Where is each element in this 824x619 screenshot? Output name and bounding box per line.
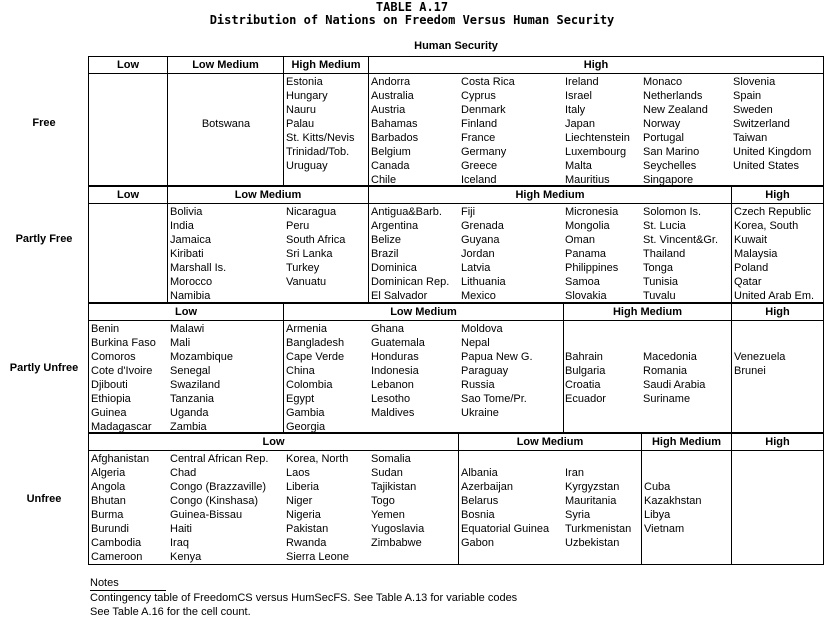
- header-low: Low: [89, 57, 168, 73]
- country-entry: Saudi Arabia: [643, 379, 706, 391]
- divider: [458, 451, 459, 564]
- country-entry: Barbados: [371, 132, 419, 144]
- country-entry: St. Vincent&Gr.: [643, 234, 719, 246]
- country-entry: Bahrain: [565, 351, 603, 363]
- country-entry: Tajikistan: [371, 481, 417, 493]
- notes-line: Contingency table of FreedomCS versus HumSecFS. See Table A.13 for variable codes: [90, 592, 518, 604]
- country-entry: Germany: [461, 146, 507, 158]
- country-entry: Bosnia: [461, 509, 495, 521]
- panel-free: [88, 56, 824, 186]
- country-entry: Ecuador: [565, 393, 606, 405]
- country-entry: Netherlands: [643, 90, 703, 102]
- cell-free-high-col2: [461, 75, 515, 187]
- header-low-medium: Low Medium: [459, 434, 642, 450]
- country-entry: Indonesia: [371, 365, 419, 377]
- country-entry: Oman: [565, 234, 595, 246]
- country-entry: Suriname: [643, 393, 691, 405]
- cell-unfree-low-medium-col1: [461, 466, 549, 550]
- country-entry: Colombia: [286, 379, 333, 391]
- country-entry: Venezuela: [734, 351, 786, 363]
- header-row-partly-free: [89, 187, 823, 204]
- country-entry: Bolivia: [170, 206, 203, 218]
- country-entry: Yugoslavia: [371, 523, 425, 535]
- divider: [368, 204, 369, 302]
- country-entry: India: [170, 220, 194, 232]
- country-entry: Malawi: [170, 323, 205, 335]
- country-entry: Jamaica: [170, 234, 211, 246]
- country-entry: Zimbabwe: [371, 537, 422, 549]
- country-entry: Liberia: [286, 481, 320, 493]
- country-entry: Norway: [643, 118, 681, 130]
- cell-partly-unfree-high-medium-col2: [643, 350, 705, 406]
- country-entry: Samoa: [565, 276, 600, 288]
- divider: [731, 204, 732, 302]
- header-row-free: [89, 57, 823, 74]
- country-entry: Lebanon: [371, 379, 414, 391]
- country-entry: Macedonia: [643, 351, 697, 363]
- country-entry: Seychelles: [643, 160, 697, 172]
- country-entry: Madagascar: [91, 421, 152, 433]
- header-high-medium: High Medium: [284, 57, 369, 73]
- header-high: High: [765, 306, 790, 318]
- country-entry: Pakistan: [286, 523, 329, 535]
- row-label-partly-free: Partly Free: [15, 233, 73, 245]
- country-entry: United Kingdom: [733, 146, 812, 158]
- divider: [283, 321, 284, 432]
- country-entry: Cyprus: [461, 90, 496, 102]
- country-entry: Estonia: [286, 76, 323, 88]
- country-entry: Italy: [565, 104, 586, 116]
- country-entry: Ghana: [371, 323, 405, 335]
- country-entry: Nigeria: [286, 509, 321, 521]
- country-entry: Sudan: [371, 467, 403, 479]
- country-entry: Israel: [565, 90, 592, 102]
- country-entry: Chile: [371, 174, 397, 186]
- cell-unfree-low-medium-col2: [565, 466, 631, 550]
- country-entry: Panama: [565, 248, 606, 260]
- country-entry: Central African Rep.: [170, 453, 269, 465]
- header-row-partly-unfree: [89, 304, 823, 321]
- country-entry: Vanuatu: [286, 276, 327, 288]
- country-entry: Nepal: [461, 337, 490, 349]
- country-entry: United Arab Em.: [734, 290, 815, 302]
- country-entry: Armenia: [286, 323, 327, 335]
- country-entry: St. Lucia: [643, 220, 686, 232]
- country-entry: Mali: [170, 337, 191, 349]
- country-entry: Benin: [91, 323, 120, 335]
- country-entry: Laos: [286, 467, 310, 479]
- country-entry: Afghanistan: [91, 453, 150, 465]
- country-entry: Mauritius: [565, 174, 610, 186]
- country-entry: Finland: [461, 118, 498, 130]
- country-entry: Sao Tome/Pr.: [461, 393, 527, 405]
- country-entry: Bhutan: [91, 495, 126, 507]
- cell-partly-free-high-medium-col4: [643, 205, 718, 303]
- country-entry: Dominican Rep.: [371, 276, 450, 288]
- country-entry: Turkmenistan: [565, 523, 632, 535]
- country-entry: Qatar: [734, 276, 762, 288]
- cell-partly-free-high-medium-col1: [371, 205, 449, 303]
- country-entry: Guatemala: [371, 337, 425, 349]
- country-entry: Papua New G.: [461, 351, 533, 363]
- header-low-medium: Low Medium: [168, 187, 369, 203]
- country-entry: Congo (Kinshasa): [170, 495, 259, 507]
- country-entry: Trinidad/Tob.: [286, 146, 350, 158]
- country-entry: Moldova: [461, 323, 503, 335]
- country-entry: Kyrgyzstan: [565, 481, 620, 493]
- cell-partly-unfree-low-medium-col3: [461, 322, 533, 420]
- country-entry: Iceland: [461, 174, 497, 186]
- country-entry: Honduras: [371, 351, 419, 363]
- country-entry: Cambodia: [91, 537, 142, 549]
- country-entry: Zambia: [170, 421, 207, 433]
- country-entry: Egypt: [286, 393, 315, 405]
- country-entry: Monaco: [643, 76, 683, 88]
- divider: [731, 321, 732, 432]
- country-entry: Togo: [371, 495, 395, 507]
- country-entry: Bulgaria: [565, 365, 606, 377]
- country-entry: Australia: [371, 90, 414, 102]
- country-entry: Peru: [286, 220, 310, 232]
- country-entry: Micronesia: [565, 206, 619, 218]
- country-entry: Ethiopia: [91, 393, 131, 405]
- country-entry: Cote d'Ivoire: [91, 365, 153, 377]
- header-low: Low: [89, 434, 459, 450]
- country-entry: Cameroon: [91, 551, 143, 563]
- country-entry: Argentina: [371, 220, 419, 232]
- country-entry: Albania: [461, 467, 498, 479]
- cell-partly-unfree-high-medium-col1: [565, 350, 606, 406]
- country-entry: Mauritania: [565, 495, 617, 507]
- cell-partly-free-high: [734, 205, 814, 303]
- header-low-medium: Low Medium: [168, 57, 284, 73]
- country-entry: Costa Rica: [461, 76, 515, 88]
- row-label-partly-unfree: Partly Unfree: [9, 362, 79, 374]
- cell-free-high-col1: [371, 75, 418, 187]
- row-label-free: Free: [32, 117, 56, 129]
- country-entry: Comoros: [91, 351, 136, 363]
- country-entry: Guinea-Bissau: [170, 509, 243, 521]
- country-entry: Latvia: [461, 262, 491, 274]
- country-entry: Swaziland: [170, 379, 221, 391]
- country-entry: Canada: [371, 160, 410, 172]
- cell-unfree-low-col4: [371, 452, 424, 550]
- panel-partly-unfree: [88, 303, 824, 433]
- country-entry: Kazakhstan: [644, 495, 702, 507]
- country-entry: Sweden: [733, 104, 773, 116]
- country-entry: Luxembourg: [565, 146, 627, 158]
- country-entry: Paraguay: [461, 365, 509, 377]
- country-entry: Austria: [371, 104, 406, 116]
- cell-unfree-low-col3: [286, 452, 349, 564]
- country-entry: Somalia: [371, 453, 411, 465]
- country-entry: Nauru: [286, 104, 316, 116]
- country-entry: Tunisia: [643, 276, 679, 288]
- country-entry: Romania: [643, 365, 688, 377]
- country-entry: Chad: [170, 467, 197, 479]
- country-entry: St. Kitts/Nevis: [286, 132, 355, 144]
- country-entry: Iran: [565, 467, 584, 479]
- divider: [167, 204, 168, 302]
- cell-free-high-medium: [286, 75, 354, 173]
- divider: [641, 451, 642, 564]
- header-low: Low: [89, 187, 168, 203]
- country-entry: Grenada: [461, 220, 504, 232]
- country-entry: Sierra Leone: [286, 551, 349, 563]
- cell-partly-unfree-low-col2: [170, 322, 233, 434]
- country-entry: Tuvalu: [643, 290, 676, 302]
- header-high: High: [765, 436, 790, 448]
- country-entry: Bangladesh: [286, 337, 345, 349]
- cell-partly-free-low-medium-col1: [170, 205, 226, 303]
- country-entry: Nicaragua: [286, 206, 337, 218]
- divider: [731, 451, 732, 564]
- country-entry: Kiribati: [170, 248, 204, 260]
- country-entry: Ukraine: [461, 407, 499, 419]
- country-entry: Spain: [733, 90, 762, 102]
- country-entry: Djibouti: [91, 379, 128, 391]
- country-entry: Lithuania: [461, 276, 506, 288]
- country-entry: Greece: [461, 160, 498, 172]
- cell-partly-free-low-medium-col2: [286, 205, 345, 289]
- country-entry: Denmark: [461, 104, 506, 116]
- country-entry: Poland: [734, 262, 769, 274]
- header-high-medium: High Medium: [369, 187, 732, 203]
- country-entry: Burma: [91, 509, 124, 521]
- cell-free-high-col5: [733, 75, 811, 173]
- country-entry: Slovenia: [733, 76, 776, 88]
- header-high-medium: High Medium: [642, 434, 732, 450]
- cell-partly-unfree-high: [734, 350, 785, 378]
- country-entry: Malaysia: [734, 248, 778, 260]
- cell-free-high-col3: [565, 75, 630, 187]
- country-entry: Yemen: [371, 509, 405, 521]
- country-entry: Ireland: [565, 76, 599, 88]
- country-entry: Croatia: [565, 379, 601, 391]
- country-entry: Mongolia: [565, 220, 610, 232]
- country-entry: Korea, South: [734, 220, 799, 232]
- country-entry: Malta: [565, 160, 592, 172]
- cell-partly-unfree-low-medium-col1: [286, 322, 344, 434]
- country-entry: Lesotho: [371, 393, 411, 405]
- country-entry: Cape Verde: [286, 351, 345, 363]
- country-entry: Maldives: [371, 407, 415, 419]
- panel-partly-free: [88, 186, 824, 303]
- country-entry: Switzerland: [733, 118, 790, 130]
- country-entry: Korea, North: [286, 453, 349, 465]
- divider: [563, 321, 564, 432]
- country-entry: Azerbaijan: [461, 481, 513, 493]
- country-entry: Antigua&Barb.: [371, 206, 442, 218]
- cell-partly-free-high-medium-col3: [565, 205, 618, 303]
- table-subtitle: Distribution of Nations on Freedom Versus Human Security: [209, 13, 615, 27]
- country-entry: Vietnam: [644, 523, 685, 535]
- notes: [90, 576, 517, 619]
- header-low-medium: Low Medium: [284, 304, 564, 320]
- country-entry: Kenya: [170, 551, 202, 563]
- country-entry: Czech Republic: [734, 206, 812, 218]
- table-title: TABLE A.17: [375, 0, 449, 14]
- country-entry: Sri Lanka: [286, 248, 333, 260]
- country-entry: Guyana: [461, 234, 500, 246]
- country-entry: Hungary: [286, 90, 328, 102]
- country-entry: Fiji: [461, 206, 476, 218]
- header-row-unfree: [89, 434, 823, 451]
- country-entry: Rwanda: [286, 537, 327, 549]
- country-entry: Senegal: [170, 365, 211, 377]
- cell-free-low-medium: Botswana: [201, 118, 251, 130]
- country-entry: Portugal: [643, 132, 684, 144]
- column-group-label: Human Security: [414, 40, 498, 52]
- country-entry: Iraq: [170, 537, 189, 549]
- country-entry: Solomon Is.: [643, 206, 702, 218]
- country-entry: Slovakia: [565, 290, 607, 302]
- header-low: Low: [89, 304, 284, 320]
- country-entry: Equatorial Guinea: [461, 523, 550, 535]
- header-high-medium: High Medium: [564, 304, 732, 320]
- country-entry: Tonga: [643, 262, 673, 274]
- country-entry: Guinea: [91, 407, 127, 419]
- country-entry: Georgia: [286, 421, 326, 433]
- country-entry: Russia: [461, 379, 495, 391]
- country-entry: New Zealand: [643, 104, 708, 116]
- country-entry: United States: [733, 160, 800, 172]
- country-entry: South Africa: [286, 234, 346, 246]
- cell-unfree-high-medium: [644, 480, 701, 536]
- country-entry: Bahamas: [371, 118, 418, 130]
- header-high: High: [765, 189, 790, 201]
- cell-unfree-low-col2: [170, 452, 268, 564]
- country-entry: Cuba: [644, 481, 671, 493]
- country-entry: Singapore: [643, 174, 694, 186]
- cell-partly-free-high-medium-col2: [461, 205, 506, 303]
- cell-partly-unfree-low-medium-col2: [371, 322, 425, 420]
- country-entry: Japan: [565, 118, 595, 130]
- country-entry: Turkey: [286, 262, 320, 274]
- country-entry: France: [461, 132, 496, 144]
- cell-free-high-col4: [643, 75, 708, 187]
- country-entry: Burkina Faso: [91, 337, 156, 349]
- country-entry: Syria: [565, 509, 591, 521]
- country-entry: Gabon: [461, 537, 495, 549]
- row-label-unfree: Unfree: [26, 493, 62, 505]
- country-entry: China: [286, 365, 315, 377]
- country-entry: Morocco: [170, 276, 213, 288]
- country-entry: Dominica: [371, 262, 417, 274]
- country-entry: Mozambique: [170, 351, 233, 363]
- country-entry: Marshall Is.: [170, 262, 227, 274]
- header-high: High: [583, 59, 609, 71]
- country-entry: San Marino: [643, 146, 700, 158]
- country-entry: Uzbekistan: [565, 537, 620, 549]
- country-entry: Liechtenstein: [565, 132, 630, 144]
- country-entry: Brunei: [734, 365, 766, 377]
- country-entry: Brazil: [371, 248, 399, 260]
- country-entry: Andorra: [371, 76, 411, 88]
- country-entry: Philippines: [565, 262, 619, 274]
- country-entry: Haiti: [170, 523, 193, 535]
- country-entry: Belgium: [371, 146, 411, 158]
- country-entry: Kuwait: [734, 234, 768, 246]
- country-entry: Congo (Brazzaville): [170, 481, 266, 493]
- country-entry: El Salvador: [371, 290, 428, 302]
- country-entry: Mexico: [461, 290, 496, 302]
- panel-unfree: [88, 433, 824, 565]
- country-entry: Jordan: [461, 248, 495, 260]
- country-entry: Libya: [644, 509, 671, 521]
- country-entry: Uruguay: [286, 160, 328, 172]
- country-entry: Belize: [371, 234, 401, 246]
- cell-unfree-low-col1: [91, 452, 149, 564]
- country-entry: Angola: [91, 481, 126, 493]
- country-entry: Thailand: [643, 248, 686, 260]
- country-entry: Niger: [286, 495, 313, 507]
- divider: [368, 74, 369, 185]
- cell-partly-unfree-low-col1: [91, 322, 156, 434]
- notes-line: See Table A.16 for the cell count.: [90, 606, 251, 618]
- country-entry: Algeria: [91, 467, 126, 479]
- country-entry: Taiwan: [733, 132, 768, 144]
- country-entry: Palau: [286, 118, 315, 130]
- notes-heading: Notes: [90, 576, 166, 591]
- country-entry: Belarus: [461, 495, 499, 507]
- country-entry: Gambia: [286, 407, 325, 419]
- country-entry: Uganda: [170, 407, 209, 419]
- country-entry: Tanzania: [170, 393, 215, 405]
- country-entry: Namibia: [170, 290, 211, 302]
- country-entry: Burundi: [91, 523, 129, 535]
